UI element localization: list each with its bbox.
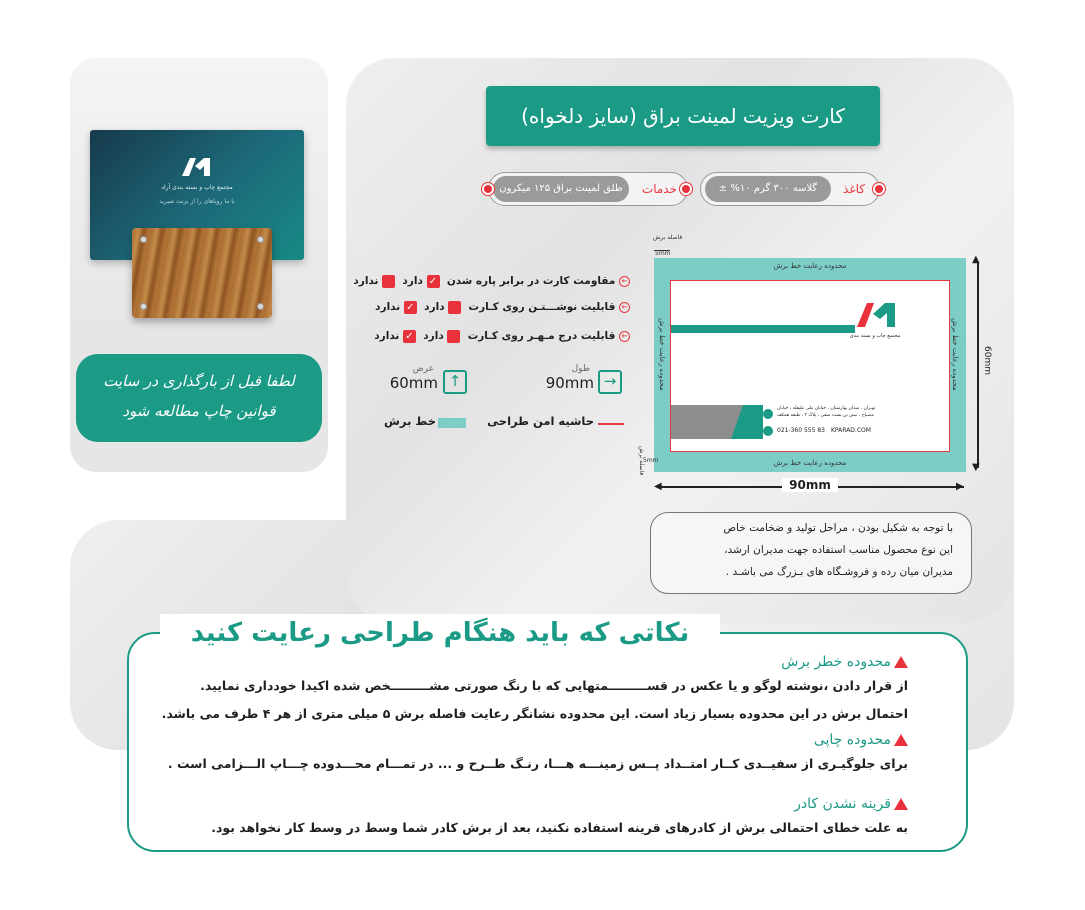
bolt-icon [257,303,264,310]
arrow-left-icon: ← [619,331,630,342]
description-line1: با توجه به شکیل بودن ، مراحل تولید و ضخامت خاص [723,522,953,534]
rule-text: برای جلوگیـری از سفیــدی کــار امتــداد پــس زمینـــه هـــا، رنـگ طــرح و ... در تمـــام محـــدوده چـــاپ الـــزامی است . [167,756,908,771]
services-label: خدمات [641,182,677,196]
paper-spec-pill [700,172,880,206]
rule-heading-cut-danger: محدوده خطر برش [781,654,908,670]
upload-note-line2: قوانین چاپ مطالعه شود [122,402,276,420]
red-dot-icon [482,183,494,195]
product-description [650,512,972,594]
arrow-up-icon: ↑ [443,370,467,394]
arrow-right-icon: ▶ [956,481,964,492]
feature-no: ندارد [375,301,401,313]
cut-margin-right: محدوده رعایت خط برش [951,318,959,391]
bolt-icon [140,303,147,310]
logo-tagline: مجتمع چاپ و بسته بندی [849,333,901,339]
cut-line-swatch [438,418,466,428]
feature-row [374,327,630,345]
feature-yes: دارد [424,301,445,313]
warning-icon [894,656,908,668]
upload-note-line1: لطفا قبل از بارگذاری در سایت [103,372,295,390]
website: KPARAD.COM [831,427,871,434]
product-photo [70,58,328,330]
card-height-label: 60mm [982,346,992,375]
services-spec-pill [488,172,688,206]
feature-no: ندارد [353,275,379,287]
checkmark-icon: ✓ [403,330,416,343]
checkmark-icon: ✓ [404,301,417,314]
rules-title: نکاتی که باید هنگام طراحی رعایت کنید [160,614,720,652]
width-value: 60mm [389,374,438,392]
wooden-stand [132,228,272,318]
length-value: 90mm [545,374,594,392]
card-corner-graphic [671,405,763,439]
arrow-left-icon: ← [619,276,630,287]
feature-no: ندارد [374,330,400,342]
phone-icon [763,426,773,436]
product-photo-panel [70,58,328,472]
checkmark-icon: ✓ [427,275,440,288]
warning-icon [894,798,908,810]
safe-margin-label: حاشیه امن طراحی [487,414,594,428]
teal-bar [671,325,855,333]
description-line3: مدیران میان رده و فروشـگاه های بـزرگ می باشـد . [725,566,953,578]
cut-margin-top: محدوده رعایت خط برش [773,262,847,270]
arrow-left-icon: ← [619,302,630,313]
card-width-label: 90mm [782,478,838,492]
rule-text: از قرار دادن ،نوشته لوگو و یا عکس در قســـــــــمتهایی که با رنگ صورتی مشـــــــــخص شده اکیدا خودداری نمایید. [200,678,908,693]
cut-margin-bottom: محدوده رعایت خط برش [773,459,847,467]
location-icon [763,409,773,419]
page-title: کارت ویزیت لمینت براق (سایز دلخواه) [486,86,880,146]
length-label: طول [571,364,590,374]
card-safe-area [670,280,950,452]
feature-row [375,298,630,316]
feature-label: مقاومت کارت در برابر پاره شدن [446,275,616,287]
empty-box-icon [382,275,395,288]
paper-value: گلاسه ۳۰۰ گرم ۱۰% ± [705,176,831,202]
services-value: طلق لمینت براق ۱۲۵ میکرون [493,176,629,202]
brand-logo-icon [180,154,214,178]
safe-margin-swatch [598,423,624,425]
arrow-up-icon: ▲ [972,254,980,265]
description-line2: این نوع محصول مناسب استفاده جهت مدیران ارشد، [724,544,953,556]
brand-logo-icon [855,299,899,329]
paper-label: کاغذ [843,182,865,196]
red-dot-icon [873,183,885,195]
cut-line-label: خط برش [384,414,436,428]
empty-box-icon [448,301,461,314]
bolt-icon [140,236,147,243]
photo-card-tagline: مجتمع چاپ و بسته بندی آراد [161,184,233,191]
five-mm-top: 5mm [655,250,671,257]
rule-heading-asymmetric: قرینه نشدن کادر [794,796,908,812]
design-rules-box [127,632,968,852]
cut-distance-bottom-label: فاصله برش [638,446,645,476]
upload-rules-note[interactable] [76,354,322,442]
address-line2: مصباح ، نبش بن بست صفی ، پلاک ۳ ، طبقه همکف [777,413,874,418]
arrow-down-icon: ▼ [972,462,980,473]
feature-yes: دارد [423,330,444,342]
arrow-right-icon: → [598,370,622,394]
phone-number: 021-360 555 83 [777,427,825,434]
arrow-left-icon: ◀ [654,481,662,492]
cut-distance-top-label: فاصله برش [653,234,683,241]
empty-box-icon [447,330,460,343]
feature-label: قابلیت نوشـــتـن روی کـارت [468,301,616,313]
feature-yes: دارد [402,275,423,287]
bolt-icon [257,236,264,243]
rule-text: به علت خطای احتمالی برش از کادرهای قرینه استفاده نکنید، بعد از برش کادر شما وسط در وسط کار نخواهد بود. [211,820,908,835]
five-mm-bottom: 5mm [643,457,659,464]
photo-card-sub: با ما رویاهای را از بزنت شیرید [159,198,235,205]
rule-text: احتمال برش در این محدوده بسیار زیاد است. این محدوده نشانگر رعایت فاصله برش ۵ میلی متری از هر ۴ طرف می باشد. [161,706,908,721]
cut-margin-left: محدوده رعایت خط برش [658,318,666,391]
address-line1: تهـران ، میدان بهارستان ، خیابان ملی ملیفله ، خیابان [777,406,876,411]
warning-icon [894,734,908,746]
feature-label: قابلیت درج مـهـر روی کـارت [467,330,616,342]
height-arrow-line [977,262,979,468]
rule-heading-print-area: محدوده چاپی [814,732,908,748]
width-label: عرض [412,364,434,374]
feature-row [353,272,630,290]
red-dot-icon [680,183,692,195]
